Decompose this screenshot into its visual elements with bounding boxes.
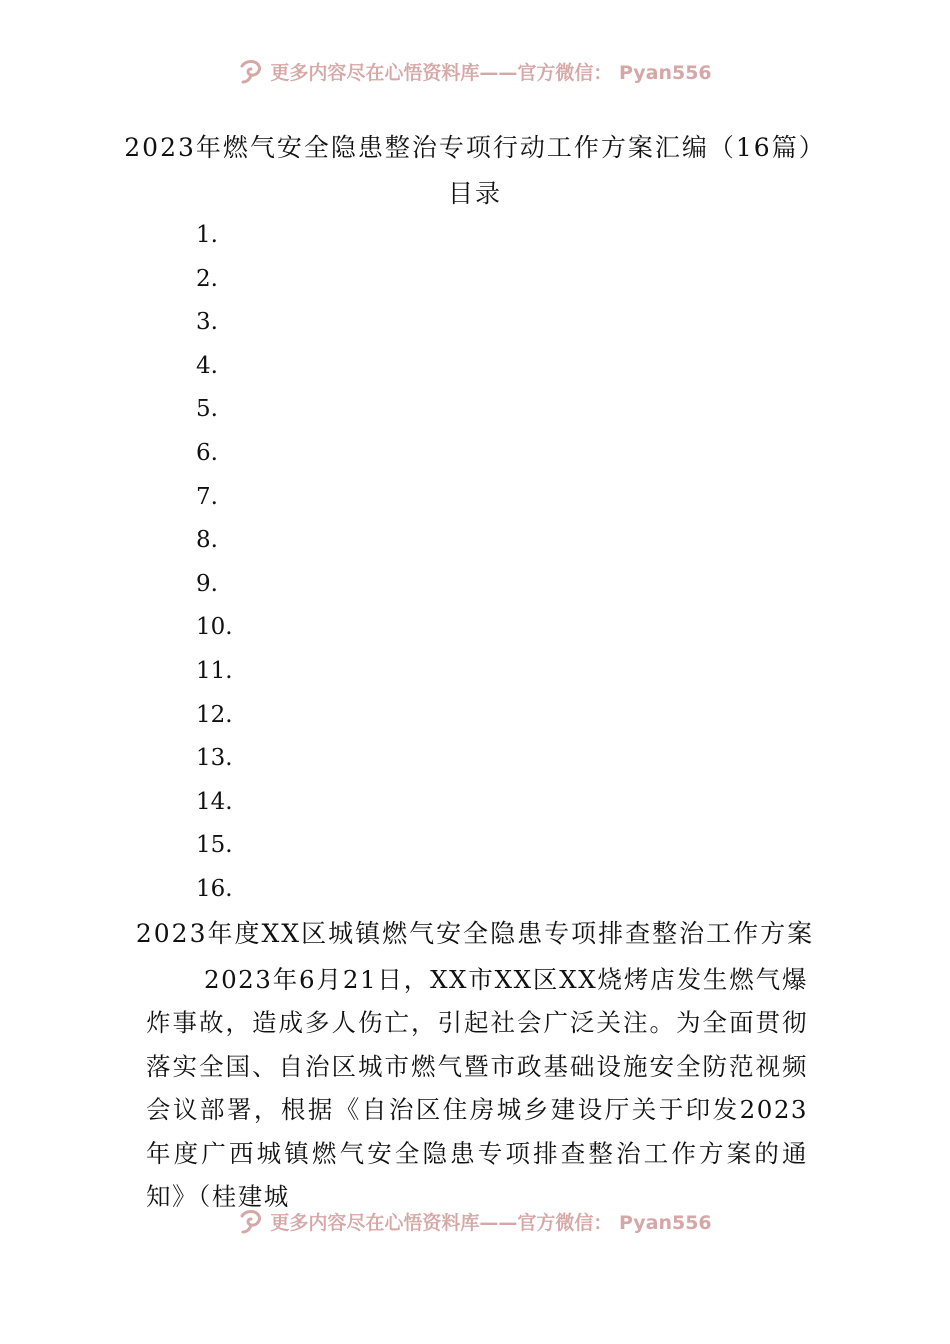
section-title: 2023年度XX区城镇燃气安全隐患专项排查整治工作方案: [135, 919, 815, 948]
toc-item: 5.: [196, 396, 218, 423]
toc-item: 11.: [196, 657, 233, 684]
swirl-logo-icon: [238, 1208, 264, 1234]
toc-item: 3.: [196, 309, 218, 336]
toc-item: 6.: [196, 439, 218, 466]
watermark-text: 更多内容尽在心悟资料库——官方微信： Pyan556: [270, 61, 712, 84]
swirl-logo-icon: [238, 58, 264, 84]
toc-item: 1.: [196, 222, 218, 248]
toc-list: [196, 218, 233, 916]
toc-item: 9.: [196, 570, 218, 597]
toc-item: 10.: [196, 614, 233, 641]
toc-item: 13.: [196, 745, 233, 772]
body-paragraph: 2023年6月21日，XX市XX区XX烧烤店发生燃气爆炸事故，造成多人伤亡，引起社会广泛关注。为全面贯彻落实全国、自治区城市燃气暨市政基础设施安全防范视频会议部署，根据《自治区住房城乡建设厅关于印发2023年度广西城镇燃气安全隐患专项排查整治工作方案的通知》（桂建城: [146, 965, 808, 1212]
toc-item: 16.: [196, 875, 233, 902]
footer-watermark: [0, 1206, 950, 1236]
watermark-text: 更多内容尽在心悟资料库——官方微信： Pyan556: [270, 1211, 712, 1234]
header-watermark: [0, 56, 950, 86]
toc-item: 7.: [196, 483, 218, 510]
toc-item: 8.: [196, 527, 218, 554]
toc-heading: 目录: [447, 179, 502, 208]
document-title: 2023年燃气安全隐患整治专项行动工作方案汇编（16篇）: [124, 133, 826, 162]
toc-item: 4.: [196, 352, 218, 379]
toc-item: 2.: [196, 265, 218, 292]
toc-item: 14.: [196, 788, 233, 815]
toc-item: 15.: [196, 832, 233, 859]
toc-item: 12.: [196, 701, 233, 728]
